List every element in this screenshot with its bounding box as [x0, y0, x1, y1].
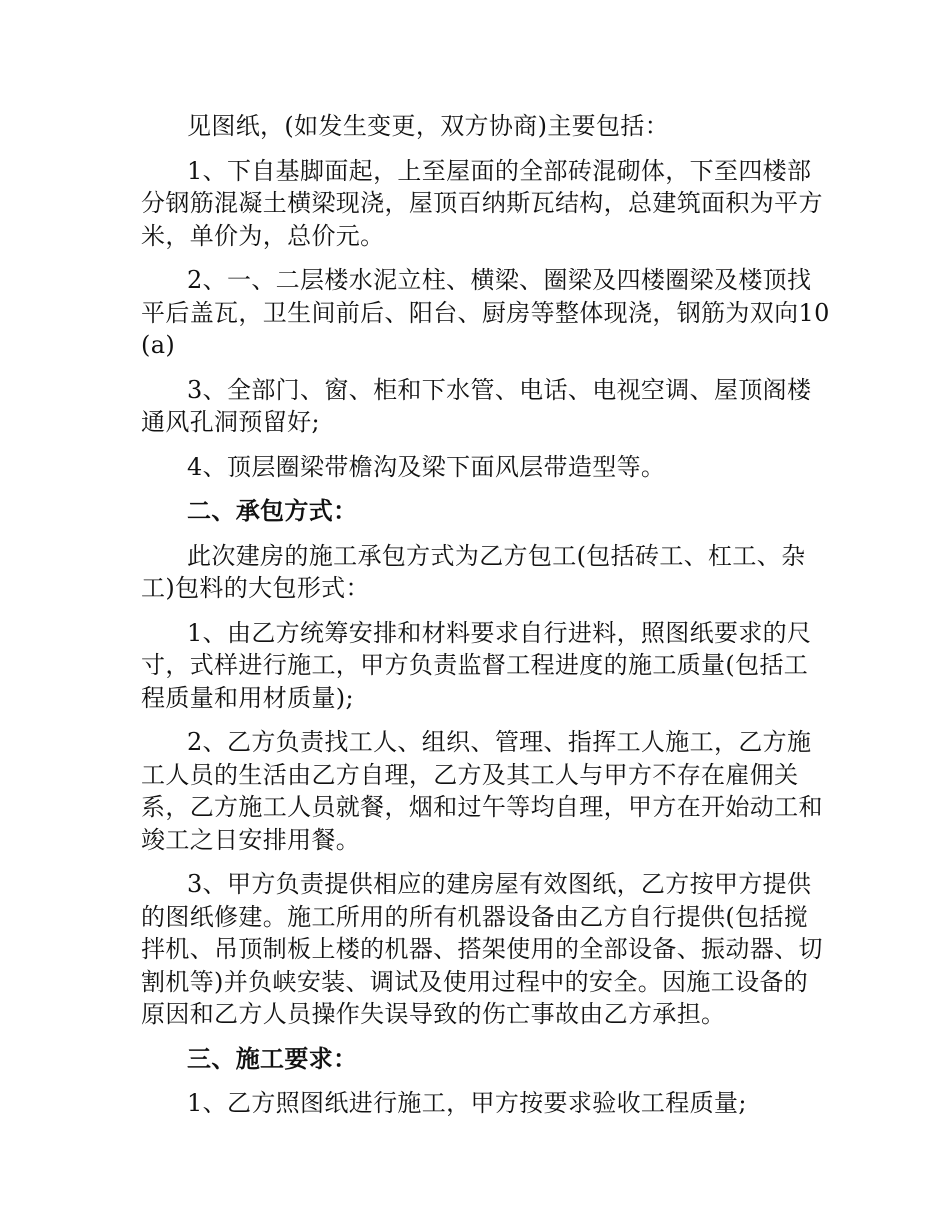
- paragraph-scope-item-2: 2、一、二层楼水泥立柱、横梁、圈梁及四楼圈梁及楼顶找平后盖瓦，卫生间前后、阳台、厨房等整体现浇，钢筋为双向10(a): [141, 266, 830, 359]
- paragraph-contract-method-item-1: 1、由乙方统筹安排和材料要求自行进料，照图纸要求的尺寸，式样进行施工，甲方负责监督工程进度的施工质量(包括工程质量和用材质量);: [141, 618, 812, 712]
- paragraph-scope-item-3: 3、全部门、窗、柜和下水管、电话、电视空调、屋顶阁楼通风孔洞预留好;: [141, 375, 812, 436]
- paragraph-scope-item-1: 1、下自基脚面起，上至屋面的全部砖混砌体，下至四楼部分钢筋混凝土横梁现浇，屋顶百纳斯瓦结构，总建筑面积为平方米，单价为，总价元。: [141, 156, 823, 250]
- document-page: [141, 110, 831, 1132]
- paragraph-contract-method-item-2: 2、乙方负责找工人、组织、管理、指挥工人施工，乙方施工人员的生活由乙方自理，乙方及其工人与甲方不存在雇佣关系，乙方施工人员就餐，烟和过午等均自理，甲方在开始动工和竣工之日安排用餐。: [141, 728, 823, 854]
- paragraph-contract-method-item-3: 3、甲方负责提供相应的建房屋有效图纸，乙方按甲方提供的图纸修建。施工所用的所有机器设备由乙方自行提供(包括搅拌机、吊顶制板上楼的机器、搭架使用的全部设备、振动器、切割机等)并负峡安装、调试及使用过程中的安全。因施工设备的原因和乙方人员操作失误导致的伤亡事故由乙方承担。: [141, 870, 823, 1028]
- paragraph-requirements-item-1: 1、乙方照图纸进行施工，甲方按要求验收工程质量;: [187, 1089, 747, 1117]
- section-heading-contract-method: 二、承包方式：: [187, 496, 358, 525]
- paragraph-scope-item-4: 4、顶层圈梁带檐沟及梁下面风层带造型等。: [187, 452, 666, 481]
- section-heading-construction-requirements: 三、施工要求：: [187, 1043, 358, 1073]
- paragraph-contract-method-intro: 此次建房的施工承包方式为乙方包工(包括砖工、杠工、杂工)包料的大包形式：: [141, 541, 806, 602]
- paragraph-scope-intro: 见图纸，(如发生变更，双方协商)主要包括：: [187, 112, 670, 140]
